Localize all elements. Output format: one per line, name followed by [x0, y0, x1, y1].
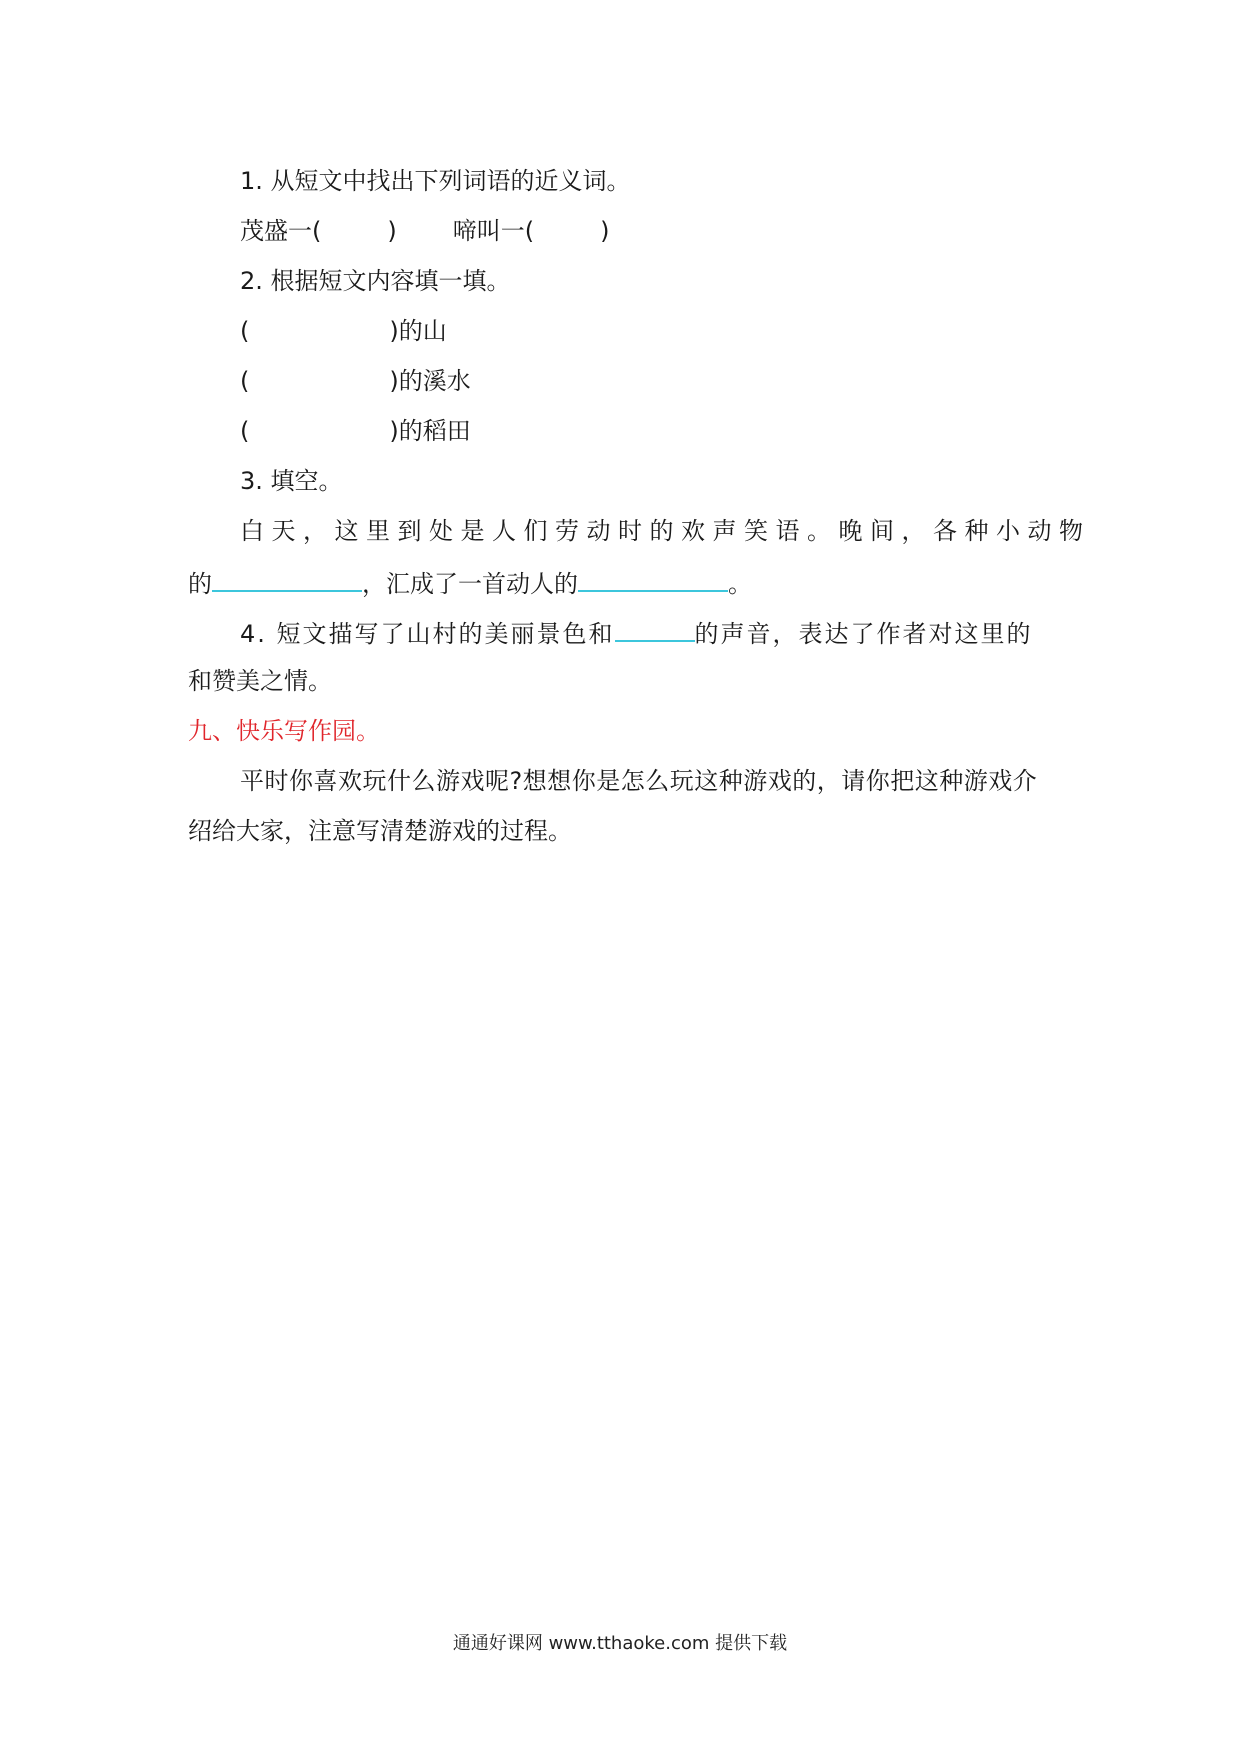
answer-blank-3[interactable]: [615, 614, 695, 642]
fill-row-open: (: [240, 317, 250, 345]
fill-row-open: (: [240, 417, 250, 445]
question-3-line-1: 白天，这里到处是人们劳动时的欢声笑语。晚间，各种小动物: [240, 517, 1091, 545]
fill-row-open: (: [240, 367, 250, 395]
question-4-line-2: 和赞美之情。: [188, 667, 332, 695]
section-9-paragraph-line-1: 平时你喜欢玩什么游戏呢?想想你是怎么玩这种游戏的，请你把这种游戏介: [240, 767, 1038, 795]
section-9-heading: 九、快乐写作园。: [188, 717, 380, 745]
q3-text-c: 。: [728, 570, 752, 598]
fill-row-label: )的稻田: [389, 417, 471, 445]
synonym-item-2-label: 啼叫一(: [452, 217, 535, 245]
synonym-item-1-label: 茂盛一(: [240, 217, 322, 245]
question-1-items: [240, 214, 610, 248]
section-9-paragraph-line-2: 绍给大家，注意写清楚游戏的过程。: [188, 817, 572, 845]
q4-text-a: 4. 短文描写了山村的美丽景色和: [240, 620, 615, 648]
synonym-item-2-close: ): [600, 217, 610, 245]
answer-blank-2[interactable]: [578, 564, 728, 592]
q3-text-b: ，汇成了一首动人的: [362, 570, 578, 598]
page-footer: 通通好课网 www.tthaoke.com 提供下载: [452, 1633, 788, 1654]
question-2-title: 2. 根据短文内容填一填。: [240, 267, 511, 295]
q3-text-a: 的: [188, 570, 212, 598]
synonym-item-1-close: ): [387, 217, 397, 245]
question-3-title: 3. 填空。: [240, 467, 343, 495]
fill-row-label: )的溪水: [389, 367, 471, 395]
fill-row-label: )的山: [389, 317, 447, 345]
fill-row-3: [240, 414, 471, 448]
question-1-title: 1. 从短文中找出下列词语的近义词。: [240, 167, 631, 195]
question-4-line-1: [240, 614, 1033, 651]
question-3-line-2: [188, 564, 752, 601]
fill-row-2: [240, 364, 471, 398]
q4-text-b: 的声音，表达了作者对这里的: [694, 620, 1033, 648]
answer-blank-1[interactable]: [212, 564, 362, 592]
fill-row-1: [240, 314, 447, 348]
